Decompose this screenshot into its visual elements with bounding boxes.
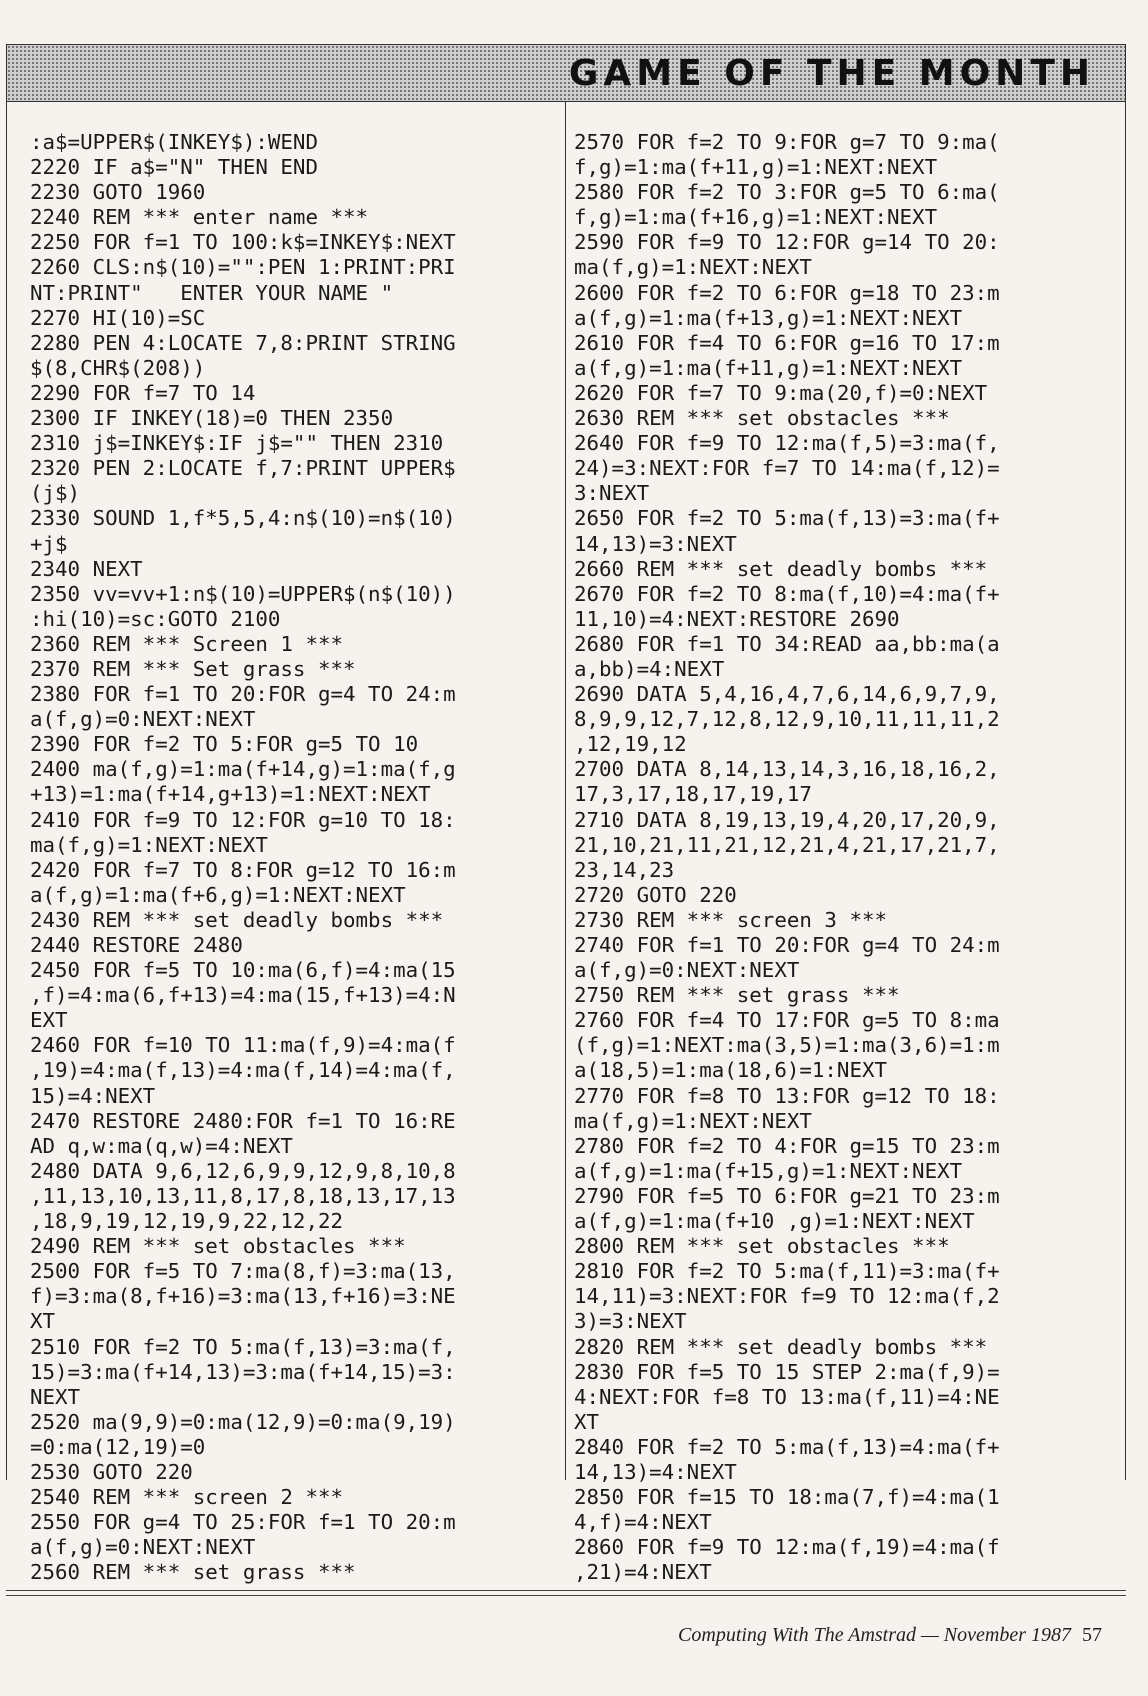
footer-divider-secondary: [6, 1595, 1126, 1596]
code-line: 2300 IF INKEY(18)=0 THEN 2350: [30, 406, 394, 431]
code-line: 2310 j$=INKEY$:IF j$="" THEN 2310: [30, 431, 444, 456]
code-line: 2530 GOTO 220: [30, 1459, 193, 1484]
code-line: 2740 FOR f=1 TO 20:FOR g=4 TO 24:m: [574, 933, 1000, 957]
code-line: ,11,13,10,13,11,8,17,8,18,13,17,13: [30, 1183, 456, 1208]
code-line: 2490 REM *** set obstacles ***: [30, 1234, 406, 1259]
code-line: 2560 REM *** set grass ***: [30, 1560, 356, 1585]
code-line: +j$: [30, 531, 68, 556]
code-line: 2780 FOR f=2 TO 4:FOR g=15 TO 23:m: [574, 1133, 1000, 1158]
code-line: (f,g)=1:NEXT:ma(3,5)=1:ma(3,6)=1:m: [574, 1033, 1000, 1058]
code-line: 2810 FOR f=2 TO 5:ma(f,11)=3:ma(f+: [574, 1259, 1000, 1284]
code-line: 15)=4:NEXT: [30, 1083, 156, 1108]
code-line: f)=3:ma(8,f+16)=3:ma(13,f+16)=3:NE: [30, 1284, 456, 1309]
code-line: 2250 FOR f=1 TO 100:k$=INKEY$:NEXT: [30, 230, 456, 255]
code-line: a(f,g)=0:NEXT:NEXT: [574, 958, 800, 983]
code-line: 4,f)=4:NEXT: [574, 1510, 712, 1535]
code-line: 2610 FOR f=4 TO 6:FOR g=16 TO 17:m: [574, 330, 1000, 355]
code-line: 2640 FOR f=9 TO 12:ma(f,5)=3:ma(f,: [574, 431, 1000, 456]
code-line: 11,10)=4:NEXT:RESTORE 2690: [574, 606, 900, 631]
code-line: 2660 REM *** set deadly bombs ***: [574, 556, 988, 581]
code-line: =0:ma(12,19)=0: [30, 1434, 206, 1459]
page-footer: [678, 1624, 1102, 1647]
code-line: 2630 REM *** set obstacles ***: [574, 406, 950, 431]
code-line: a(f,g)=1:ma(f+11,g)=1:NEXT:NEXT: [574, 355, 963, 380]
code-line: 2730 REM *** screen 3 ***: [574, 907, 888, 932]
code-line: a(f,g)=1:ma(f+10 ,g)=1:NEXT:NEXT: [574, 1209, 975, 1234]
code-line: 2800 REM *** set obstacles ***: [574, 1234, 950, 1259]
code-line: 2690 DATA 5,4,16,4,7,6,14,6,9,7,9,: [574, 682, 1000, 707]
code-line: 2720 GOTO 220: [574, 882, 737, 907]
code-line: ,12,19,12: [574, 732, 687, 757]
code-line: 2450 FOR f=5 TO 10:ma(6,f)=4:ma(15: [30, 958, 456, 983]
code-line: 14,13)=3:NEXT: [574, 531, 737, 556]
code-line: 2850 FOR f=15 TO 18:ma(7,f)=4:ma(1: [574, 1485, 1000, 1510]
listing-left-column: [30, 130, 550, 1585]
code-line: 2500 FOR f=5 TO 7:ma(8,f)=3:ma(13,: [30, 1259, 456, 1284]
code-line: :a$=UPPER$(INKEY$):WEND: [30, 130, 318, 154]
code-line: 14,11)=3:NEXT:FOR f=9 TO 12:ma(f,2: [574, 1284, 1000, 1309]
code-line: 2280 PEN 4:LOCATE 7,8:PRINT STRING: [30, 330, 456, 355]
code-line: 2710 DATA 8,19,13,19,4,20,17,20,9,: [574, 807, 1000, 832]
code-line: 3)=3:NEXT: [574, 1309, 687, 1334]
code-line: 2700 DATA 8,14,13,14,3,16,18,16,2,: [574, 757, 1000, 782]
code-line: ,21)=4:NEXT: [574, 1560, 712, 1585]
code-line: NEXT: [30, 1384, 81, 1409]
code-line: ,f)=4:ma(6,f+13)=4:ma(15,f+13)=4:N: [30, 983, 456, 1008]
code-line: 2440 RESTORE 2480: [30, 933, 243, 957]
code-line: 2820 REM *** set deadly bombs ***: [574, 1334, 988, 1359]
code-line: 2760 FOR f=4 TO 17:FOR g=5 TO 8:ma: [574, 1008, 1000, 1033]
code-line: 2770 FOR f=8 TO 13:FOR g=12 TO 18:: [574, 1083, 1000, 1108]
code-line: 2670 FOR f=2 TO 8:ma(f,10)=4:ma(f+: [574, 581, 1000, 606]
code-line: 2460 FOR f=10 TO 11:ma(f,9)=4:ma(f: [30, 1033, 456, 1058]
code-line: 2590 FOR f=9 TO 12:FOR g=14 TO 20:: [574, 230, 1000, 255]
code-line: $(8,CHR$(208)): [30, 355, 206, 380]
code-line: a,bb)=4:NEXT: [574, 656, 725, 681]
code-line: a(18,5)=1:ma(18,6)=1:NEXT: [574, 1058, 888, 1083]
code-line: 2520 ma(9,9)=0:ma(12,9)=0:ma(9,19): [30, 1409, 456, 1434]
code-line: 2570 FOR f=2 TO 9:FOR g=7 TO 9:ma(: [574, 130, 1000, 154]
code-line: a(f,g)=1:ma(f+13,g)=1:NEXT:NEXT: [574, 305, 963, 330]
code-line: ,19)=4:ma(f,13)=4:ma(f,14)=4:ma(f,: [30, 1058, 456, 1083]
code-line: NT:PRINT" ENTER YOUR NAME ": [30, 280, 394, 305]
code-line: a(f,g)=1:ma(f+6,g)=1:NEXT:NEXT: [30, 882, 406, 907]
code-line: 2260 CLS:n$(10)="":PEN 1:PRINT:PRI: [30, 255, 456, 280]
code-line: 2410 FOR f=9 TO 12:FOR g=10 TO 18:: [30, 807, 456, 832]
code-line: 2830 FOR f=5 TO 15 STEP 2:ma(f,9)=: [574, 1359, 1000, 1384]
code-line: 2230 GOTO 1960: [30, 180, 206, 205]
code-line: 2290 FOR f=7 TO 14: [30, 380, 256, 405]
code-line: 14,13)=4:NEXT: [574, 1459, 737, 1484]
code-line: f,g)=1:ma(f+11,g)=1:NEXT:NEXT: [574, 155, 938, 180]
code-line: 2430 REM *** set deadly bombs ***: [30, 907, 444, 932]
code-line: 2550 FOR g=4 TO 25:FOR f=1 TO 20:m: [30, 1510, 456, 1535]
code-line: 24)=3:NEXT:FOR f=7 TO 14:ma(f,12)=: [574, 456, 1000, 481]
code-line: 8,9,9,12,7,12,8,12,9,10,11,11,11,2: [574, 707, 1000, 732]
code-line: 2340 NEXT: [30, 556, 143, 581]
code-line: :hi(10)=sc:GOTO 2100: [30, 606, 281, 631]
code-line: 17,3,17,18,17,19,17: [574, 782, 812, 807]
code-line: 2750 REM *** set grass ***: [574, 983, 900, 1008]
code-line: 2220 IF a$="N" THEN END: [30, 155, 318, 180]
code-line: a(f,g)=0:NEXT:NEXT: [30, 1535, 256, 1560]
code-line: AD q,w:ma(q,w)=4:NEXT: [30, 1133, 293, 1158]
page-title: GAME OF THE MONTH: [568, 53, 1095, 94]
code-line: 2620 FOR f=7 TO 9:ma(20,f)=0:NEXT: [574, 380, 988, 405]
code-line: ma(f,g)=1:NEXT:NEXT: [30, 832, 268, 857]
code-line: 2600 FOR f=2 TO 6:FOR g=18 TO 23:m: [574, 280, 1000, 305]
code-line: 15)=3:ma(f+14,13)=3:ma(f+14,15)=3:: [30, 1359, 456, 1384]
code-line: 2320 PEN 2:LOCATE f,7:PRINT UPPER$: [30, 456, 456, 481]
column-divider: [565, 102, 566, 1480]
code-line: 2680 FOR f=1 TO 34:READ aa,bb:ma(a: [574, 631, 1000, 656]
code-line: 2860 FOR f=9 TO 12:ma(f,19)=4:ma(f: [574, 1535, 1000, 1560]
code-line: 2470 RESTORE 2480:FOR f=1 TO 16:RE: [30, 1108, 456, 1133]
code-line: XT: [30, 1309, 56, 1334]
code-line: 2540 REM *** screen 2 ***: [30, 1485, 344, 1510]
code-line: 2650 FOR f=2 TO 5:ma(f,13)=3:ma(f+: [574, 506, 1000, 531]
code-line: XT: [574, 1409, 600, 1434]
code-line: (j$): [30, 481, 81, 506]
code-line: EXT: [30, 1008, 68, 1033]
publication-credit: Computing With The Amstrad — November 1987: [678, 1624, 1071, 1646]
code-line: a(f,g)=0:NEXT:NEXT: [30, 707, 256, 732]
code-line: +13)=1:ma(f+14,g+13)=1:NEXT:NEXT: [30, 782, 431, 807]
code-line: 2240 REM *** enter name ***: [30, 205, 369, 230]
code-line: 2580 FOR f=2 TO 3:FOR g=5 TO 6:ma(: [574, 180, 1000, 205]
code-line: 2400 ma(f,g)=1:ma(f+14,g)=1:ma(f,g: [30, 757, 456, 782]
page-number: 57: [1082, 1624, 1102, 1646]
code-line: 2270 HI(10)=SC: [30, 305, 206, 330]
code-line: 2370 REM *** Set grass ***: [30, 656, 356, 681]
code-line: 2790 FOR f=5 TO 6:FOR g=21 TO 23:m: [574, 1183, 1000, 1208]
listing-right-column: [574, 130, 1114, 1585]
code-line: 21,10,21,11,21,12,21,4,21,17,21,7,: [574, 832, 1000, 857]
header-banner: [6, 44, 1126, 102]
code-line: 23,14,23: [574, 857, 675, 882]
code-line: 2330 SOUND 1,f*5,5,4:n$(10)=n$(10): [30, 506, 456, 531]
code-line: a(f,g)=1:ma(f+15,g)=1:NEXT:NEXT: [574, 1158, 963, 1183]
code-line: 2390 FOR f=2 TO 5:FOR g=5 TO 10: [30, 732, 419, 757]
footer-divider: [6, 1590, 1126, 1591]
code-line: 2480 DATA 9,6,12,6,9,9,12,9,8,10,8: [30, 1158, 456, 1183]
code-line: 2510 FOR f=2 TO 5:ma(f,13)=3:ma(f,: [30, 1334, 456, 1359]
code-line: 2360 REM *** Screen 1 ***: [30, 631, 344, 656]
code-line: 2380 FOR f=1 TO 20:FOR g=4 TO 24:m: [30, 682, 456, 707]
code-line: f,g)=1:ma(f+16,g)=1:NEXT:NEXT: [574, 205, 938, 230]
code-line: ma(f,g)=1:NEXT:NEXT: [574, 255, 812, 280]
code-line: 4:NEXT:FOR f=8 TO 13:ma(f,11)=4:NE: [574, 1384, 1000, 1409]
code-line: 2350 vv=vv+1:n$(10)=UPPER$(n$(10)): [30, 581, 456, 606]
code-line: 2840 FOR f=2 TO 5:ma(f,13)=4:ma(f+: [574, 1434, 1000, 1459]
code-line: 3:NEXT: [574, 481, 650, 506]
code-line: ma(f,g)=1:NEXT:NEXT: [574, 1108, 812, 1133]
code-line: ,18,9,19,12,19,9,22,12,22: [30, 1209, 344, 1234]
code-line: 2420 FOR f=7 TO 8:FOR g=12 TO 16:m: [30, 857, 456, 882]
